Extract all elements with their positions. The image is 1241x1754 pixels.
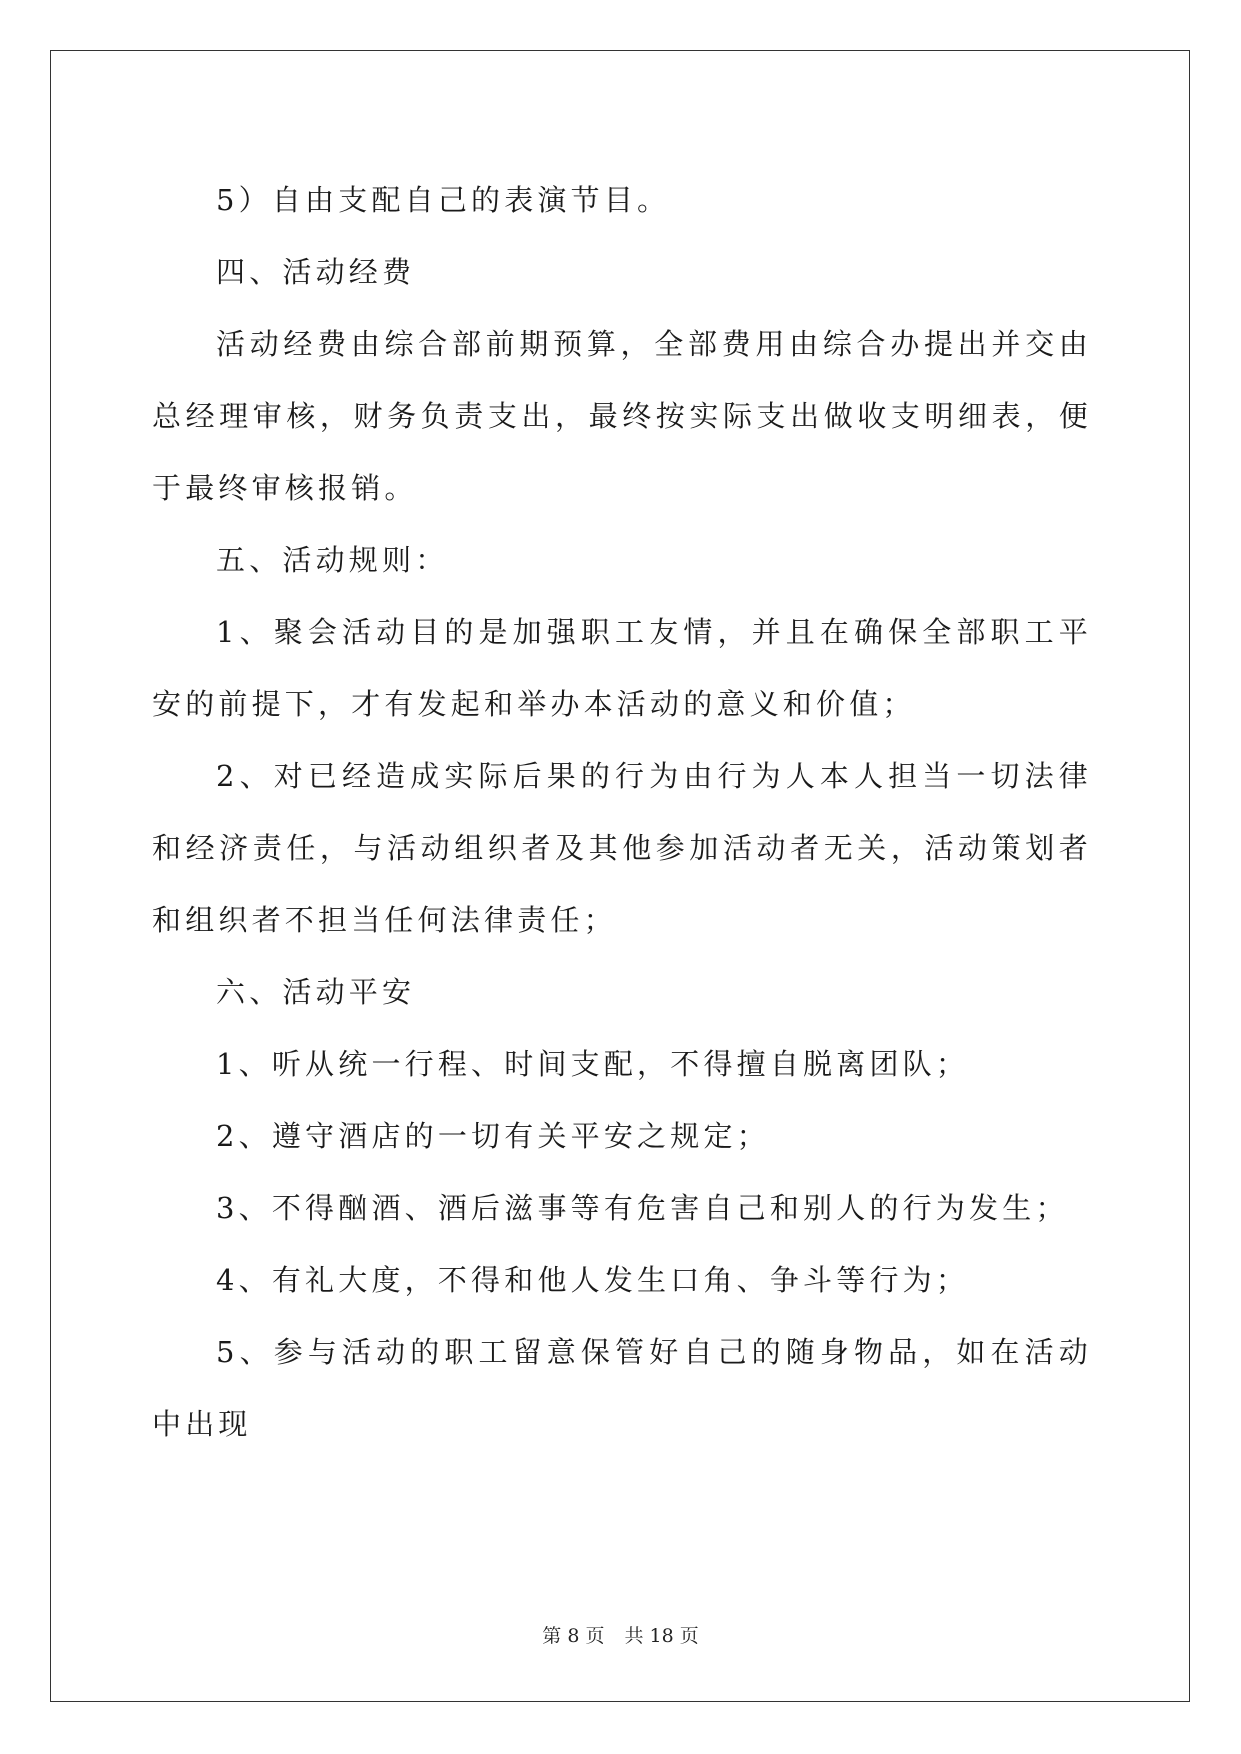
paragraph-rule-1: 1、聚会活动目的是加强职工友情，并且在确保全部职工平安的前提下，才有发起和举办本活动的意义和价值； bbox=[152, 615, 1092, 721]
paragraph-safety-4: 4、有礼大度，不得和他人发生口角、争斗等行为； bbox=[216, 1263, 970, 1297]
paragraph-funding: 活动经费由综合部前期预算，全部费用由综合办提出并交由总经理审核，财务负责支出，最终按实际支出做收支明细表，便于最终审核报销。 bbox=[152, 327, 1092, 505]
paragraph-safety-2: 2、遵守酒店的一切有关平安之规定； bbox=[216, 1119, 770, 1153]
paragraph-safety-1: 1、听从统一行程、时间支配，不得擅自脱离团队； bbox=[216, 1047, 970, 1081]
paragraph-item-5: 5）自由支配自己的表演节目。 bbox=[216, 183, 671, 217]
page-number: 第 8 页 bbox=[542, 1625, 605, 1647]
paragraph-safety-5: 5、参与活动的职工留意保管好自己的随身物品，如在活动中出现 bbox=[152, 1335, 1092, 1441]
page-total: 共 18 页 bbox=[624, 1625, 699, 1647]
section-heading-funding: 四、活动经费 bbox=[216, 255, 416, 289]
paragraph-safety-3: 3、不得酗酒、酒后滋事等有危害自己和别人的行为发生； bbox=[216, 1191, 1069, 1225]
page-footer bbox=[0, 1624, 1241, 1648]
paragraph-rule-2: 2、对已经造成实际后果的行为由行为人本人担当一切法律和经济责任，与活动组织者及其他参加活动者无关，活动策划者和组织者不担当任何法律责任； bbox=[152, 759, 1092, 937]
section-heading-rules: 五、活动规则： bbox=[216, 543, 449, 577]
section-heading-safety: 六、活动平安 bbox=[216, 975, 416, 1009]
document-body bbox=[152, 164, 1092, 1460]
